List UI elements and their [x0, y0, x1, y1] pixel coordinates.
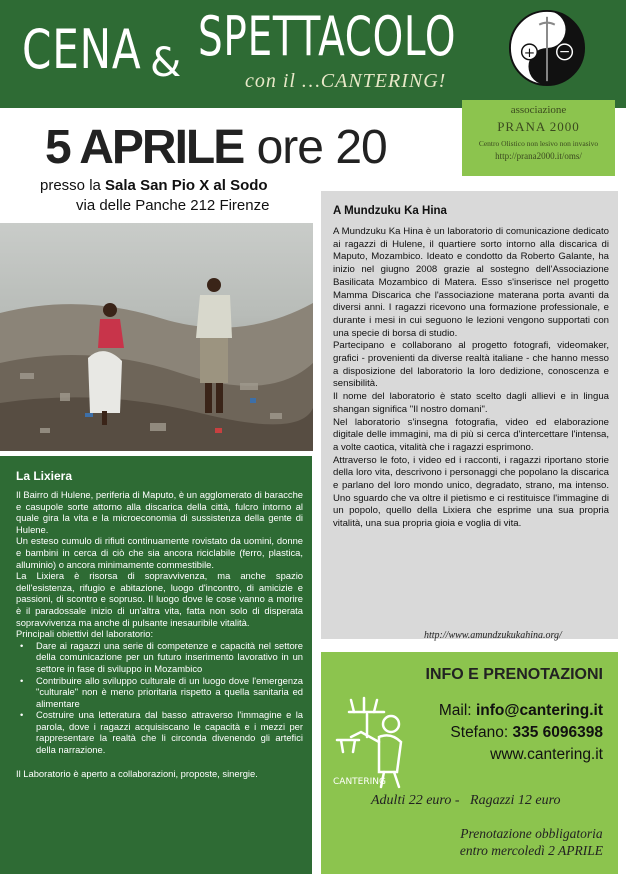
prana-association-box — [462, 100, 615, 176]
prana-url[interactable]: http://prana2000.it/oms/ — [495, 151, 582, 161]
event-address: via delle Panche 212 Firenze — [76, 197, 270, 214]
tel-label: Stefano: — [450, 724, 509, 741]
mail-address[interactable]: info@cantering.it — [475, 702, 603, 719]
svg-text:−: − — [558, 43, 571, 60]
info-tel — [450, 724, 603, 742]
objectives-list — [16, 640, 303, 756]
mundzuku-paragraph: Partecipano e collaborano al progetto fotografi, videomaker, grafici - provenienti da diverse realtà italiane - che hanno messo a disposizione del laboratorio la loro dedizione, conoscenza e sensibilità. — [333, 340, 609, 390]
event-time: ore 20 — [256, 121, 387, 174]
yin-yang-caduceus-logo — [508, 9, 586, 87]
tel-number[interactable]: 335 6096398 — [512, 724, 603, 741]
info-mail — [439, 702, 603, 720]
info-web-link[interactable]: www.cantering.it — [490, 746, 603, 763]
mundzuku-paragraph: Il nome del laboratorio è stato scelto dagli allievi e in lingua shangan significa "Il nostro domani". — [333, 391, 609, 415]
event-date — [45, 120, 387, 175]
svg-text:+: + — [523, 44, 536, 61]
event-venue-line — [40, 177, 268, 194]
lixiera-text — [16, 489, 303, 779]
mundzuku-panel — [321, 191, 618, 639]
reservation-line2: entro mercoledì 2 APRILE — [459, 843, 603, 858]
lixiera-closing: Il Laboratorio è aperto a collaborazioni, proposte, sinergie. — [16, 767, 258, 779]
title-cena: CENA — [22, 18, 142, 81]
info-reservation — [460, 825, 603, 859]
objective-item: • Costruire una letteratura dal basso attraverso l'immagine e la parola, dove i ragazzi acquisiscano le capacità e i mezzi per rappresentare la realtà che li circonda divenendo gli artefici della narrazione. — [16, 709, 303, 755]
objective-item: • Contribuire allo sviluppo culturale di un luogo dove l'emergenza "culturale" non è meno prioritaria rispetto a quella sanitaria ed alimentare — [16, 675, 303, 710]
mail-label: Mail: — [438, 702, 472, 719]
info-box — [321, 652, 618, 874]
mundzuku-paragraph: Nel laboratorio s'insegna fotografia, video ed elaborazione digitale delle immagini, ma di più si cerca d'intercettare l'intensa, a volte caotica, vitalità che i ragazzi esprimono. — [333, 416, 609, 453]
reservation-line1: Prenotazione obbligatoria — [460, 826, 603, 841]
info-prices: Adulti 22 euro - Ragazzi 12 euro — [371, 793, 561, 808]
mundzuku-title: A Mundzuku Ka Hina — [333, 205, 447, 217]
title-ampersand: & — [150, 40, 182, 86]
title-spettacolo: SPETTACOLO — [198, 5, 457, 68]
lixiera-paragraph: La Lixiera è risorsa di sopravvivenza, ma anche spazio dell'esistenza, rifugio e abitazione, luogo d'incontro, di amicizie e passioni, di scontro e sopruso. Il luogo dove le cose vanno a morire è il paradossale inizio di un'altra vita, fatta non solo di disperata sopravvivenza ma anche di pulsante inesauribile vitalità. — [16, 570, 303, 628]
cantering-logo-text: CANTERING — [333, 777, 386, 787]
subtitle: con il …CANTERING! — [245, 70, 447, 92]
venue-prefix: presso la — [40, 177, 101, 194]
lixiera-title: La Lixiera — [16, 469, 73, 483]
mundzuku-paragraph: A Mundzuku Ka Hina è un laboratorio di comunicazione dedicato ai ragazzi di Hulene, il quartiere sorto intorno alla discarica di Maputo, Mozambico. Ideato e condotto da Roberto Galante, ha inizio nel giugno 2008 grazie al sostegno dell'Associazione Basilicata Mozambico di Matera. Esso s'inserisce nel progetto Mamma Discarica che l'associazione materana porta avanti da diversi anni. I ragazzi ricevono una formazione professionale, e durante i mesi in cui seguono le lezioni vengono supportati con una specie di borsa di studio. — [333, 226, 609, 339]
mundzuku-text — [333, 226, 609, 531]
info-title: INFO E PRENOTAZIONI — [425, 666, 603, 683]
venue-name: Sala San Pio X al Sodo — [105, 177, 268, 194]
mundzuku-paragraph: Attraverso le foto, i video ed i racconti, i ragazzi riportano storie della loro vita, descrivono i personaggi che popolano la discarica e parlano del loro mondo unico, degradato, strano, ma intenso. Uno sguardo che va oltre il pietismo e ci restituisce l'immagine di un popolo, quello della Lixiera che esprime una sua propria vitalità, una sua propria gioia e voglia di vita. — [333, 454, 609, 530]
header-band — [0, 0, 626, 108]
mundzuku-url-link[interactable]: http://www.amundzukukahina.org/ — [424, 630, 562, 641]
prana-name: PRANA 2000 — [497, 119, 580, 134]
lixiera-paragraph: Principali obiettivi del laboratorio: — [16, 628, 154, 640]
landfill-photo — [0, 223, 313, 451]
lixiera-paragraph: Il Bairro di Hulene, periferia di Maputo, è un agglomerato di baracche e casupole sorte attorno alla discarica della città, fulcro intorno al quale gira la vita e la microeconomia di sussistenza della gente di Hulene. — [16, 489, 303, 535]
objective-item: • Dare ai ragazzi una serie di competenze e capacità nel settore della comunicazione per un futuro inserimento lavorativo in un settore in fase di sviluppo in Mozambico — [16, 640, 303, 675]
prana-desc: Centro Olistico non lesivo non invasivo — [478, 139, 599, 148]
lixiera-paragraph: Un esteso cumulo di rifiuti continuamente rovistato da uomini, donne e bambini in cerca di ciò che sia ancora riciclabile (ferro, plastica, alluminio) o ancora minimamente commestibile. — [16, 535, 303, 570]
lixiera-panel — [0, 456, 312, 874]
prana-label: associazione — [510, 104, 567, 116]
event-day: 5 APRILE — [45, 121, 244, 174]
cantering-waiter-logo — [329, 692, 419, 792]
